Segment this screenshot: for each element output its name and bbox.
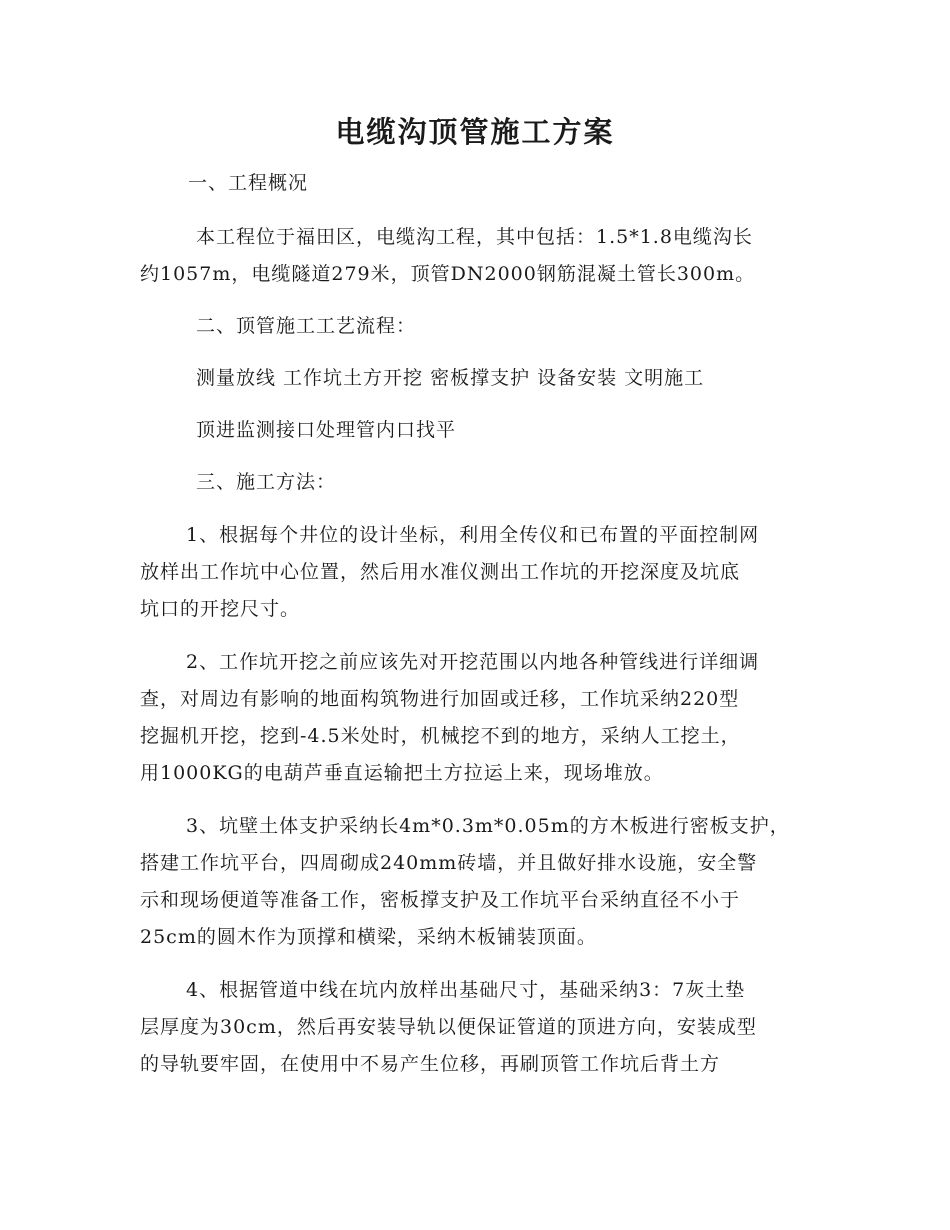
paragraph-line: 示和现场便道等准备工作，密板撑支护及工作坑平台采纳直径不小于 [140, 889, 741, 911]
section-heading-overview: 一、工程概况 [188, 172, 309, 194]
paragraph-line: 2、工作坑开挖之前应该先对开挖范围以内地各种管线进行详细调 [186, 651, 760, 673]
paragraph-line: 挖掘机开挖，挖到-4.5米处时，机械挖不到的地方，采纳人工挖土， [140, 725, 741, 747]
paragraph-line: 查，对周边有影响的地面构筑物进行加固或迁移，工作坑采纳220型 [140, 688, 740, 710]
paragraph-line: 层厚度为30cm，然后再安装导轨以便保证管道的顶进方向，安装成型 [140, 1016, 757, 1038]
paragraph-line: 本工程位于福田区，电缆沟工程，其中包括：1.5*1.8电缆沟长 [196, 226, 753, 248]
paragraph-line: 3、坑壁土体支护采纳长4m*0.3m*0.05m的方木板进行密板支护， [186, 815, 790, 837]
page-title: 电缆沟顶管施工方案 [335, 115, 615, 149]
paragraph-line: 4、根据管道中线在坑内放样出基础尺寸，基础采纳3：7灰土垫 [186, 979, 746, 1001]
process-steps-line: 顶进监测接口处理管内口找平 [196, 419, 457, 441]
section-heading-process: 二、顶管施工工艺流程： [196, 315, 417, 337]
paragraph-line: 用1000KG的电葫芦垂直运输把土方拉运上来，现场堆放。 [140, 762, 664, 784]
paragraph-line: 约1057m，电缆隧道279米，顶管DN2000钢筋混凝土管长300m。 [140, 263, 756, 285]
paragraph-line: 搭建工作坑平台，四周砌成240mm砖墙，并且做好排水设施，安全警 [140, 852, 758, 874]
paragraph-line: 坑口的开挖尺寸。 [140, 598, 301, 620]
paragraph-line: 的导轨要牢固，在使用中不易产生位移，再刷顶管工作坑后背土方 [140, 1053, 721, 1075]
process-steps-line: 测量放线 工作坑土方开挖 密板撑支护 设备安装 文明施工 [196, 367, 705, 389]
paragraph-line: 放样出工作坑中心位置，然后用水准仪测出工作坑的开挖深度及坑底 [140, 561, 741, 583]
section-heading-methods: 三、施工方法： [196, 471, 337, 493]
paragraph-line: 25cm的圆木作为顶撑和横梁，采纳木板铺装顶面。 [140, 926, 597, 948]
paragraph-line: 1、根据每个井位的设计坐标，利用全传仪和已布置的平面控制网 [186, 524, 760, 546]
